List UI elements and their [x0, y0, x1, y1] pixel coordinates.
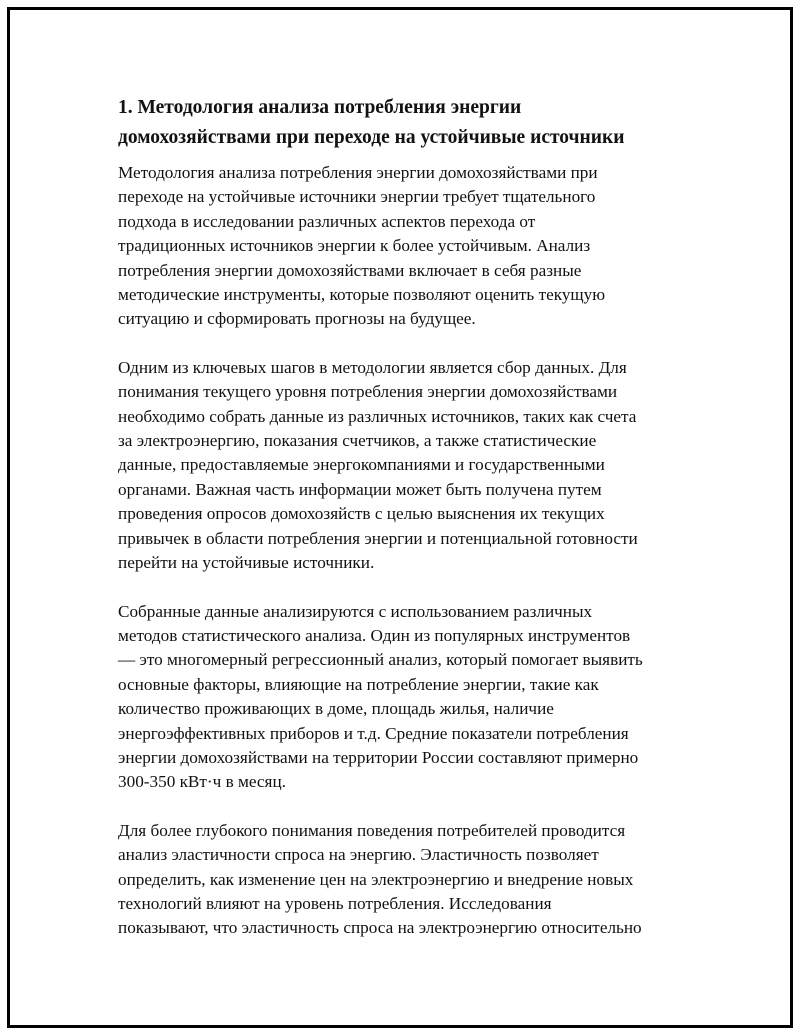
text-line: данные, предоставляемые энергокомпаниями и государственными	[118, 455, 605, 475]
text-line: понимания текущего уровня потребления энергии домохозяйствами	[118, 382, 618, 402]
text-line: за электроэнергию, показания счетчиков, а также статистические	[118, 431, 597, 451]
text-line: традиционных источников энергии к более устойчивым. Анализ	[118, 236, 591, 256]
text-line: проведения опросов домохозяйств с целью выяснения их текущих	[118, 504, 605, 524]
paragraph-1	[118, 161, 688, 332]
text-line: ситуацию и сформировать прогнозы на будущее.	[118, 309, 476, 329]
text-line: потребления энергии домохозяйствами включает в себя разные	[118, 260, 582, 280]
text-line: энергии домохозяйствами на территории России составляют примерно	[118, 747, 639, 767]
text-line: анализ эластичности спроса на энергию. Эластичность позволяет	[118, 845, 599, 865]
text-line: Одним из ключевых шагов в методологии является сбор данных. Для	[118, 357, 627, 377]
text-line: методов статистического анализа. Один из популярных инструментов	[118, 625, 631, 645]
text-line: определить, как изменение цен на электроэнергию и внедрение новых	[118, 869, 634, 889]
document-body	[118, 93, 688, 941]
text-line: перейти на устойчивые источники.	[118, 553, 375, 573]
text-line: Собранные данные анализируются с использованием различных	[118, 601, 593, 621]
text-line: основные факторы, влияющие на потребление энергии, такие как	[118, 674, 599, 694]
paragraph-3	[118, 600, 688, 795]
text-line: показывают, что эластичность спроса на электроэнергию относительно	[118, 918, 642, 938]
text-line: количество проживающих в доме, площадь жилья, наличие	[118, 699, 554, 719]
paragraph-4	[118, 819, 688, 941]
text-line: 300-350 кВт·ч в месяц.	[118, 772, 286, 792]
paragraph-2	[118, 356, 688, 576]
text-line: технологий влияют на уровень потребления. Исследования	[118, 893, 552, 913]
heading-line: 1. Методология анализа потребления энергии	[118, 97, 522, 118]
text-line: методические инструменты, которые позволяют оценить текущую	[118, 285, 606, 305]
section-heading	[118, 93, 688, 153]
text-line: энергоэффективных приборов и т.д. Средние показатели потребления	[118, 723, 629, 743]
text-line: Методология анализа потребления энергии домохозяйствами при	[118, 163, 598, 182]
text-line: необходимо собрать данные из различных источников, таких как счета	[118, 406, 637, 426]
heading-line: домохозяйствами при переходе на устойчивые источники	[118, 127, 625, 148]
text-line: подхода в исследовании различных аспектов перехода от	[118, 211, 536, 231]
text-line: — это многомерный регрессионный анализ, который помогает выявить	[118, 650, 643, 670]
text-line: переходе на устойчивые источники энергии требует тщательного	[118, 187, 596, 207]
text-line: привычек в области потребления энергии и потенциальной готовности	[118, 528, 638, 548]
text-line: Для более глубокого понимания поведения потребителей проводится	[118, 820, 626, 840]
text-line: органами. Важная часть информации может быть получена путем	[118, 479, 602, 499]
